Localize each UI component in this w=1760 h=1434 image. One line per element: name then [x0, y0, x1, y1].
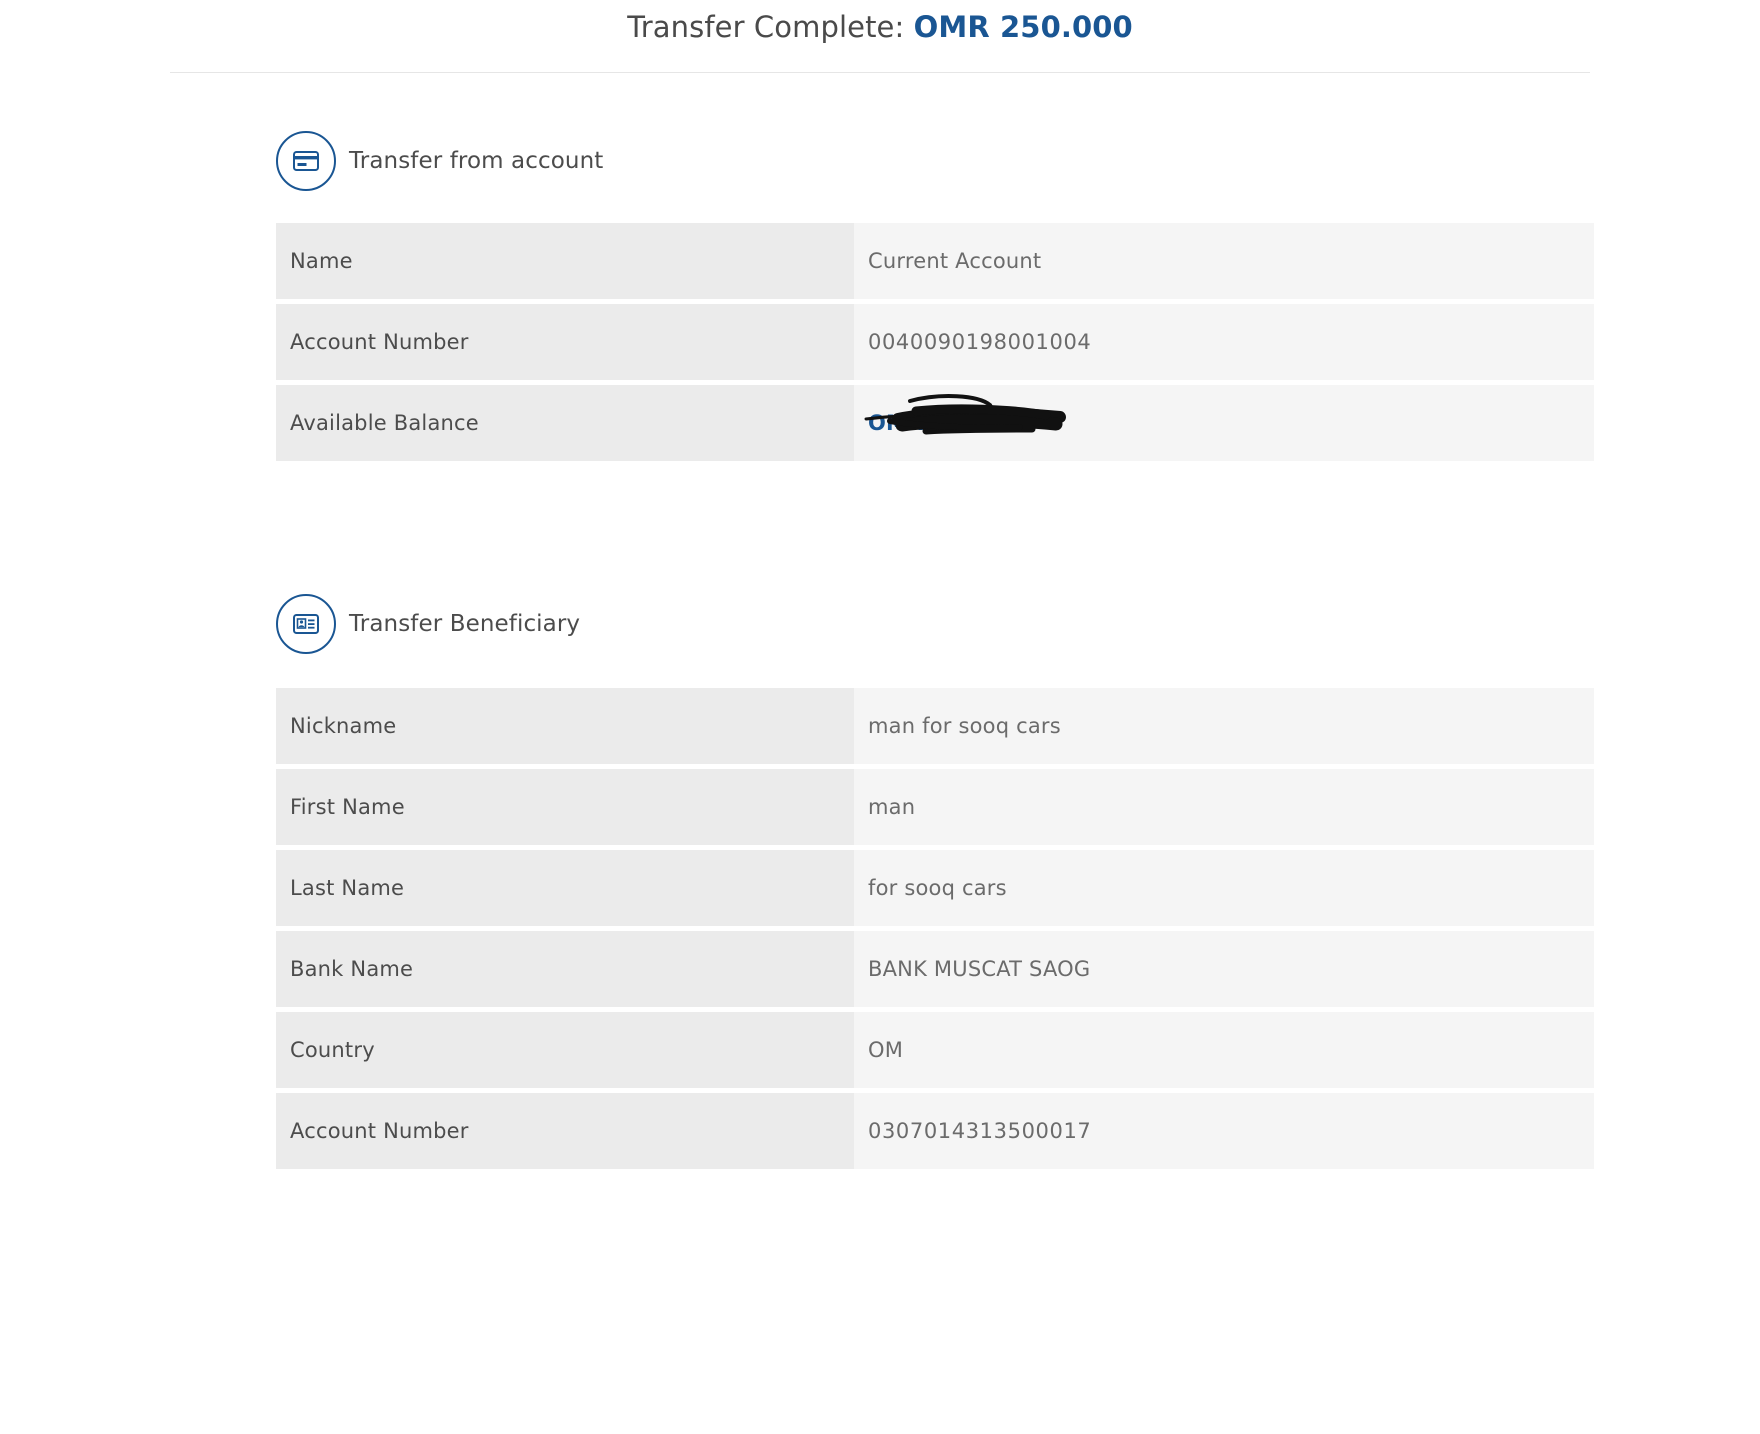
- row-value: Current Account: [854, 223, 1594, 299]
- credit-card-icon: [276, 131, 336, 191]
- table-row: [276, 769, 1594, 845]
- section-spacer: [0, 466, 1760, 594]
- row-label: Country: [276, 1012, 854, 1088]
- section-title: Transfer Beneficiary: [349, 611, 581, 637]
- section-header: [276, 131, 1760, 191]
- row-label: Account Number: [276, 304, 854, 380]
- table-row: [276, 1012, 1594, 1088]
- table-row: [276, 931, 1594, 1007]
- contact-card-icon: [276, 594, 336, 654]
- row-label: Nickname: [276, 688, 854, 764]
- row-label: Account Number: [276, 1093, 854, 1169]
- table-row: [276, 688, 1594, 764]
- section-title: Transfer from account: [349, 148, 604, 174]
- section-transfer-from-account: [276, 131, 1760, 461]
- transfer-amount: OMR 250.000: [913, 10, 1133, 44]
- row-label: Name: [276, 223, 854, 299]
- page-title-prefix: Transfer Complete:: [627, 10, 914, 44]
- section-header: [276, 594, 1760, 654]
- section-transfer-beneficiary: [276, 594, 1760, 1169]
- row-label: Bank Name: [276, 931, 854, 1007]
- page-title: [627, 10, 1133, 44]
- transfer-from-account-table: [276, 223, 1594, 461]
- row-value: man for sooq cars: [854, 688, 1594, 764]
- table-row: [276, 1093, 1594, 1169]
- table-row: [276, 223, 1594, 299]
- header-divider: [170, 72, 1590, 73]
- row-value: 0040090198001004: [854, 304, 1594, 380]
- currency-label: OMR: [868, 411, 924, 435]
- row-value: OM: [854, 1012, 1594, 1088]
- row-label: Available Balance: [276, 385, 854, 461]
- row-label: First Name: [276, 769, 854, 845]
- row-value: man: [854, 769, 1594, 845]
- table-row: [276, 850, 1594, 926]
- row-value: BANK MUSCAT SAOG: [854, 931, 1594, 1007]
- table-row: [276, 304, 1594, 380]
- row-label: Last Name: [276, 850, 854, 926]
- page-header: [0, 0, 1760, 44]
- row-value: 0307014313500017: [854, 1093, 1594, 1169]
- transfer-beneficiary-table: [276, 688, 1594, 1169]
- table-row: [276, 385, 1594, 461]
- row-value: for sooq cars: [854, 850, 1594, 926]
- row-value-available-balance: [854, 385, 1594, 461]
